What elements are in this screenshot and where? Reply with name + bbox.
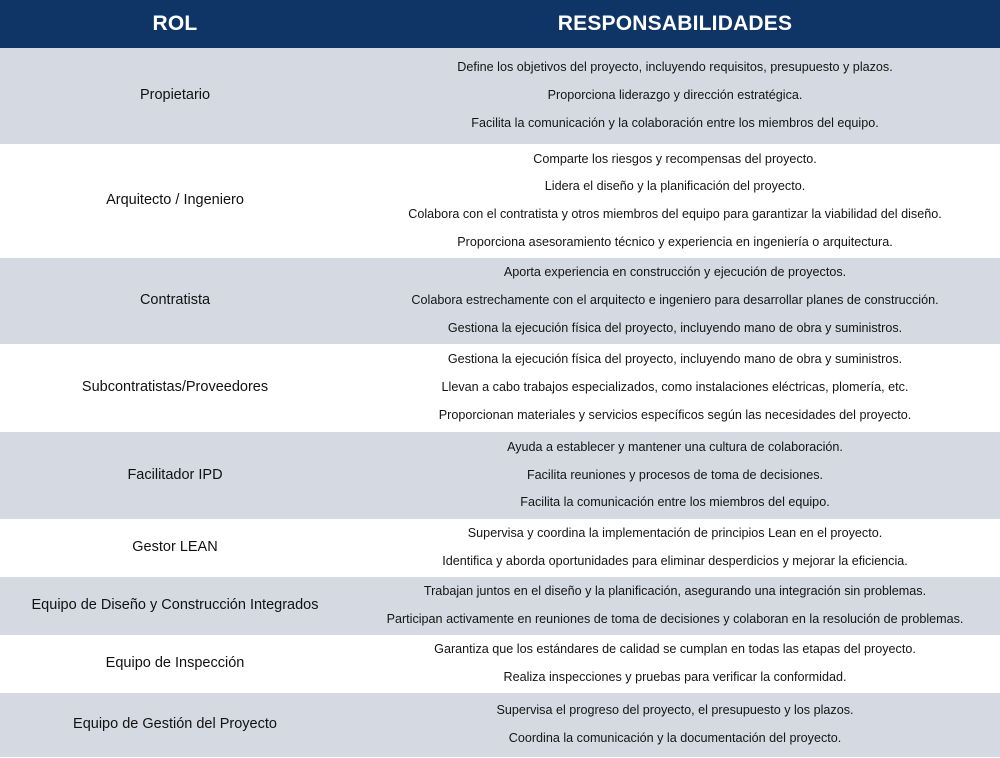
table-row bbox=[0, 258, 1000, 344]
responsibility-item: Identifica y aborda oportunidades para eliminar desperdicios y mejorar la eficiencia. bbox=[442, 554, 908, 568]
responsibilities-cell bbox=[350, 432, 1000, 519]
responsibilities-cell bbox=[350, 693, 1000, 757]
responsibilities-list bbox=[350, 697, 1000, 752]
responsibility-item: Facilita la comunicación entre los miembros del equipo. bbox=[520, 495, 830, 510]
responsibilities-cell bbox=[350, 258, 1000, 344]
responsibilities-list bbox=[350, 146, 1000, 257]
column-header-rol: ROL bbox=[0, 0, 350, 48]
responsibilities-cell bbox=[350, 635, 1000, 693]
responsibilities-cell bbox=[350, 144, 1000, 258]
table-body bbox=[0, 48, 1000, 757]
responsibility-item: Proporciona asesoramiento técnico y experiencia en ingeniería o arquitectura. bbox=[457, 234, 893, 249]
responsibility-item: Proporcionan materiales y servicios específicos según las necesidades del proyecto. bbox=[438, 407, 912, 422]
responsibility-item: Gestiona la ejecución física del proyecto, incluyendo mano de obra y suministros. bbox=[447, 320, 903, 335]
responsibility-item: Supervisa el progreso del proyecto, el presupuesto y los plazos. bbox=[496, 703, 854, 718]
responsibility-item: Colabora estrechamente con el arquitecto e ingeniero para desarrollar planes de construcción. bbox=[411, 293, 939, 308]
responsibilities-list bbox=[350, 54, 1000, 137]
responsibility-item: Gestiona la ejecución física del proyecto, incluyendo mano de obra y suministros. bbox=[447, 352, 903, 367]
responsibilities-list bbox=[350, 578, 1000, 633]
table-row bbox=[0, 344, 1000, 432]
responsibility-item: Comparte los riesgos y recompensas del proyecto. bbox=[533, 151, 817, 166]
role-cell: Facilitador IPD bbox=[0, 432, 350, 519]
responsibility-item: Participan activamente en reuniones de toma de decisiones y colaboran en la resolución de problemas. bbox=[386, 612, 964, 626]
table-row bbox=[0, 432, 1000, 519]
responsibility-item: Facilita la comunicación y la colaboración entre los miembros del equipo. bbox=[471, 115, 879, 130]
responsibility-item: Trabajan juntos en el diseño y la planificación, asegurando una integración sin problemas. bbox=[423, 584, 927, 599]
responsibilities-cell bbox=[350, 519, 1000, 577]
responsibility-item: Supervisa y coordina la implementación de principios Lean en el proyecto. bbox=[467, 526, 883, 541]
role-cell: Subcontratistas/Proveedores bbox=[0, 344, 350, 432]
responsibility-item: Aporta experiencia en construcción y ejecución de proyectos. bbox=[503, 265, 847, 280]
responsibilities-list bbox=[350, 259, 1000, 342]
responsibility-item: Realiza inspecciones y pruebas para verificar la conformidad. bbox=[503, 670, 847, 684]
responsibilities-list bbox=[350, 346, 1000, 429]
column-header-responsabilidades: RESPONSABILIDADES bbox=[350, 0, 1000, 48]
role-cell: Equipo de Diseño y Construcción Integrados bbox=[0, 577, 350, 635]
table-row bbox=[0, 693, 1000, 757]
table-header bbox=[0, 0, 1000, 48]
table-row bbox=[0, 519, 1000, 577]
responsibilities-list bbox=[350, 520, 1000, 575]
table-row bbox=[0, 144, 1000, 258]
role-cell: Equipo de Gestión del Proyecto bbox=[0, 693, 350, 757]
responsibilities-list bbox=[350, 636, 1000, 691]
responsibility-item: Garantiza que los estándares de calidad se cumplan en todas las etapas del proyecto. bbox=[434, 642, 916, 657]
role-cell: Contratista bbox=[0, 258, 350, 344]
table-row bbox=[0, 635, 1000, 693]
responsibility-item: Lidera el diseño y la planificación del proyecto. bbox=[544, 179, 806, 194]
responsibility-item: Define los objetivos del proyecto, incluyendo requisitos, presupuesto y plazos. bbox=[457, 60, 893, 75]
role-cell: Propietario bbox=[0, 48, 350, 144]
table-row bbox=[0, 48, 1000, 144]
responsibility-item: Colabora con el contratista y otros miembros del equipo para garantizar la viabilidad del diseño. bbox=[408, 207, 942, 221]
responsibility-item: Llevan a cabo trabajos especializados, como instalaciones eléctricas, plomería, etc. bbox=[441, 380, 909, 395]
responsibilities-cell bbox=[350, 577, 1000, 635]
responsibility-item: Facilita reuniones y procesos de toma de decisiones. bbox=[526, 467, 824, 482]
role-cell: Gestor LEAN bbox=[0, 519, 350, 577]
responsibilities-cell bbox=[350, 48, 1000, 144]
table-row bbox=[0, 577, 1000, 635]
role-cell: Arquitecto / Ingeniero bbox=[0, 144, 350, 258]
responsibilities-cell bbox=[350, 344, 1000, 432]
responsibility-item: Ayuda a establecer y mantener una cultura de colaboración. bbox=[507, 439, 843, 454]
role-cell: Equipo de Inspección bbox=[0, 635, 350, 693]
responsibilities-list bbox=[350, 434, 1000, 517]
responsibility-item: Proporciona liderazgo y dirección estratégica. bbox=[547, 88, 803, 103]
responsibility-item: Coordina la comunicación y la documentación del proyecto. bbox=[508, 731, 842, 745]
header-row bbox=[0, 0, 1000, 48]
